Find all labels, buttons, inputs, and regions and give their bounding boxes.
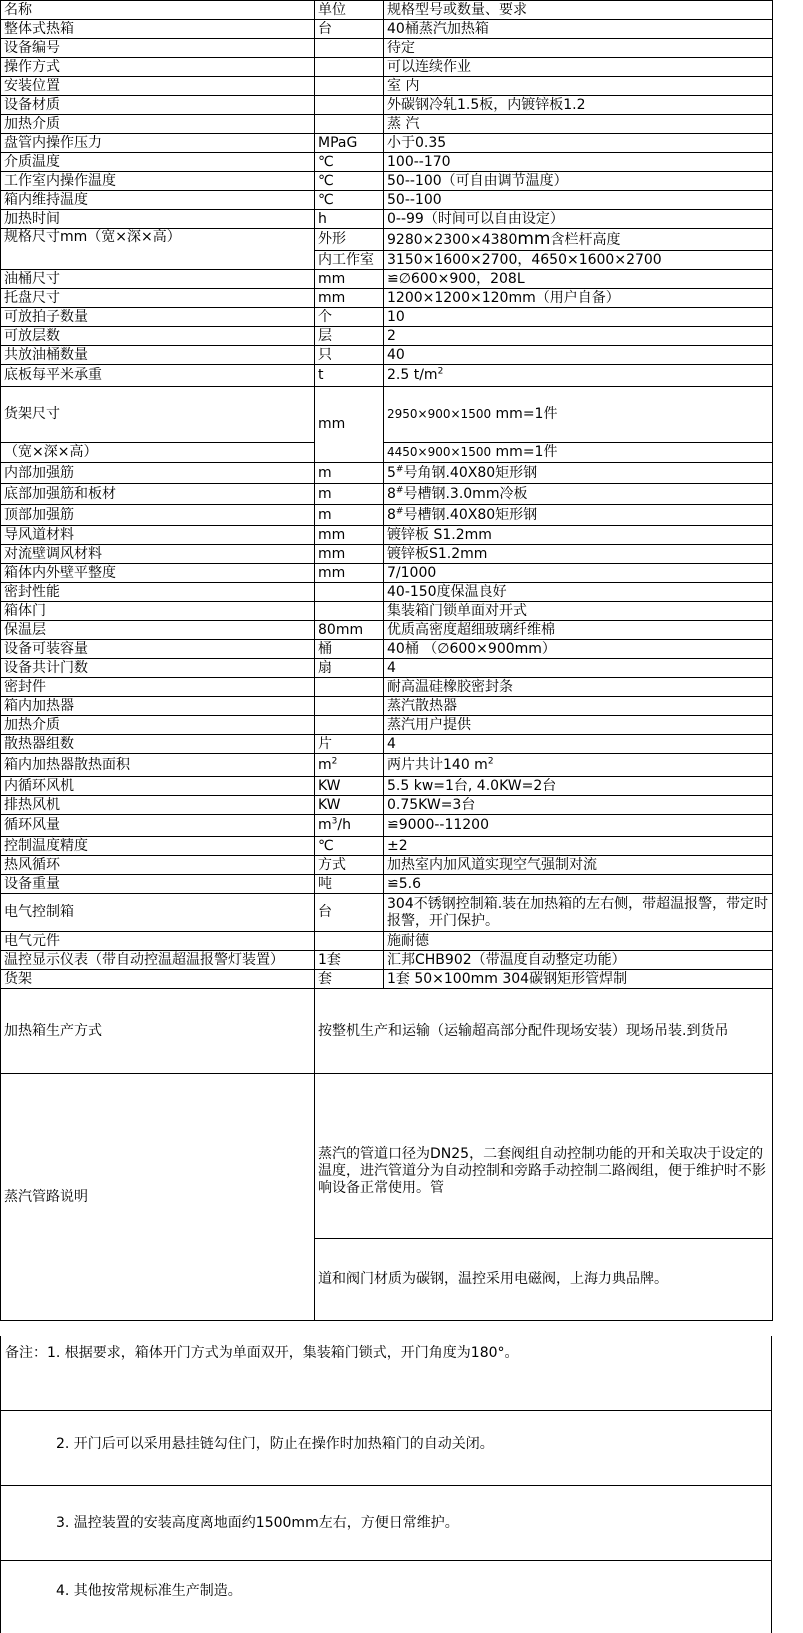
table-row: 温控显示仪表（带自动控温超温报警灯装置） 1套 汇邦CHB902（带温度自动整定功能）	[1, 951, 773, 970]
table-row: 可放拍子数量 个 10	[1, 308, 773, 327]
table-row: 盘管内操作压力 MPaG 小于0.35	[1, 134, 773, 153]
table-row: 加热时间 h 0--99（时间可以自由设定）	[1, 210, 773, 229]
table-row: 介质温度 ℃ 100--170	[1, 153, 773, 172]
steam-row: 蒸汽管路说明 蒸汽的管道口径为DN25，二套阀组自动控制功能的开和关取决于设定的温度，进汽管道分为自动控制和旁路手动控制二路阀组，便于维护时不影响设备正常使用。管	[1, 1074, 773, 1239]
table-row: 货架 套 1套 50×100mm 304碳钢矩形管焊制	[1, 970, 773, 989]
table-row: 控制温度精度 ℃ ±2	[1, 837, 773, 856]
table-row: 安装位置 室 内	[1, 77, 773, 96]
table-row: 热风循环 方式 加热室内加风道实现空气强制对流	[1, 856, 773, 875]
note-4: 4. 其他按常规标准生产制造。	[0, 1561, 772, 1633]
table-row: 共放油桶数量 只 40	[1, 346, 773, 365]
table-row: 保温层 80mm 优质高密度超细玻璃纤维棉	[1, 621, 773, 640]
production-row: 加热箱生产方式 按整机生产和运输（运输超高部分配件现场安装）现场吊装.到货吊	[1, 989, 773, 1074]
header-spec: 规格型号或数量、要求	[384, 1, 773, 20]
table-row: 循环风量 $m^3/h$ ≌9000--11200	[1, 815, 773, 837]
table-header-row	[1, 1, 773, 20]
table-row: 箱内加热器 蒸汽散热器	[1, 697, 773, 716]
steam-row-2: 道和阀门材质为碳钢，温控采用电磁阀，上海力典品牌。	[1, 1239, 773, 1321]
table-row: 电气控制箱 台 304不锈钢控制箱.装在加热箱的左右侧，带超温报警，带定时报警，开门保护。	[1, 894, 773, 932]
table-row: 导风道材料 mm 镀锌板 S1.2mm	[1, 526, 773, 545]
table-row: 加热介质 蒸 汽	[1, 115, 773, 134]
table-row: 加热介质 蒸汽用户提供	[1, 716, 773, 735]
table-row: 工作室内操作温度 ℃ 50--100（可自由调节温度）	[1, 172, 773, 191]
table-row: 托盘尺寸 mm 1200×1200×120mm（用户自备）	[1, 289, 773, 308]
rack-row-2: （宽×深×高） 4450×900×1500 mm=1件	[1, 443, 773, 463]
table-row: 设备编号 待定	[1, 39, 773, 58]
table-row: 设备可装容量 桶 40桶 （∅600×900mm）	[1, 640, 773, 659]
table-row: 操作方式 可以连续作业	[1, 58, 773, 77]
table-row: 顶部加强筋 m 8#号槽钢.40X80矩形钢	[1, 505, 773, 526]
header-unit: 单位	[315, 1, 384, 20]
table-row: 排热风机 KW 0.75KW=3台	[1, 796, 773, 815]
table-row: 箱体门 集装箱门锁单面对开式	[1, 602, 773, 621]
table-row: 密封性能 40-150度保温良好	[1, 583, 773, 602]
table-row: 可放层数 层 2	[1, 327, 773, 346]
table-row: 箱体内外壁平整度 mm 7/1000	[1, 564, 773, 583]
size-row-inner: 内工作室 3150×1600×2700，4650×1600×2700	[1, 251, 773, 270]
table-row: 整体式热箱 台 40桶蒸汽加热箱	[1, 20, 773, 39]
table-row: 设备重量 吨 ≌5.6	[1, 875, 773, 894]
size-row: 规格尺寸mm（宽×深×高） 外形 9280×2300×4380mm含栏杆高度	[1, 229, 773, 251]
table-row: 电气元件 施耐德	[1, 932, 773, 951]
note-2: 2. 开门后可以采用悬挂链勾住门，防止在操作时加热箱门的自动关闭。	[0, 1411, 772, 1486]
table-row: 散热器组数 片 4	[1, 735, 773, 754]
table-row: 底板每平米承重 t 2.5 $t/m^2$	[1, 365, 773, 387]
table-row: 内循环风机 KW 5.5 kw=1台, 4.0KW=2台	[1, 777, 773, 796]
size-name: 规格尺寸mm（宽×深×高）	[1, 229, 315, 270]
table-row: 油桶尺寸 mm ≌∅600×900，208L	[1, 270, 773, 289]
table-row: 设备共计门数 扇 4	[1, 659, 773, 678]
rack-row: 货架尺寸 mm 2950×900×1500 mm=1件	[1, 387, 773, 443]
note-3: 3. 温控装置的安装高度离地面约1500mm左右，方便日常维护。	[0, 1486, 772, 1561]
note-1: 备注：1. 根据要求，箱体开门方式为单面双开，集装箱门锁式，开门角度为180°。	[0, 1336, 772, 1411]
table-row: 箱内维持温度 ℃ 50--100	[1, 191, 773, 210]
table-row: 设备材质 外碳钢冷轧1.5板，内镀锌板1.2	[1, 96, 773, 115]
table-row: 内部加强筋 m 5#号角钢.40X80矩形钢	[1, 463, 773, 484]
table-row: 对流壁调风材料 mm 镀锌板S1.2mm	[1, 545, 773, 564]
table-row: 密封件 耐高温硅橡胶密封条	[1, 678, 773, 697]
table-row: 箱内加热器散热面积 $m^2$ 两片共计140 $m^2$	[1, 754, 773, 777]
table-row: 底部加强筋和板材 m 8#号槽钢.3.0mm冷板	[1, 484, 773, 505]
header-name: 名称	[1, 1, 315, 20]
